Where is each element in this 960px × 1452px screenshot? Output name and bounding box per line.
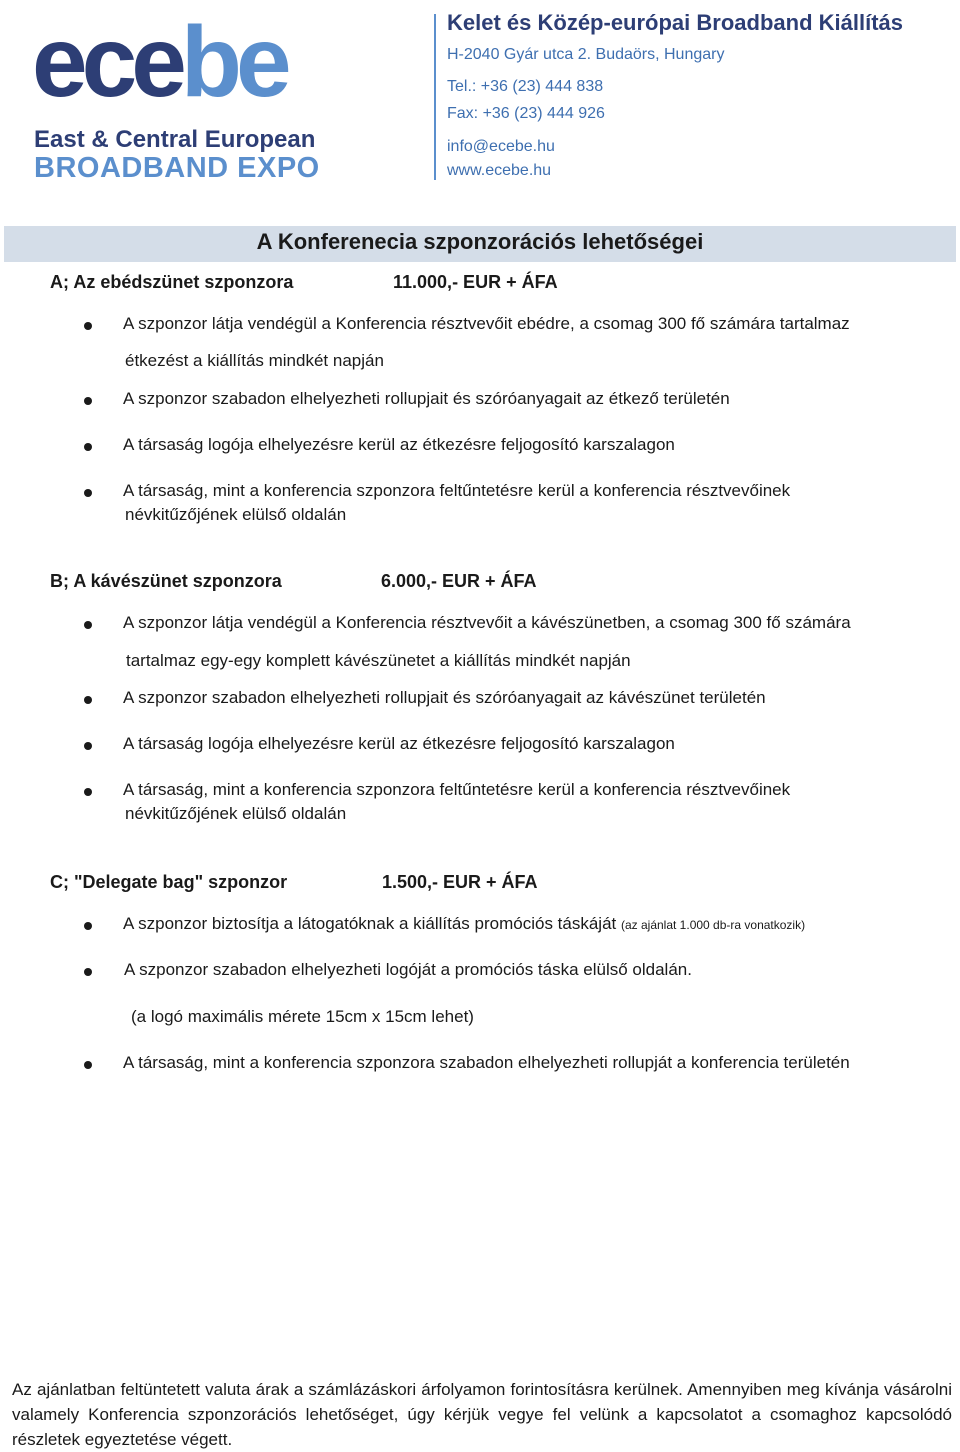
bullet bbox=[84, 922, 92, 930]
section-a-item-1-line-2: étkezést a kiállítás mindkét napján bbox=[125, 351, 384, 370]
section-b-item-1-line-1: A szponzor látja vendégül a Konferencia résztvevőit a kávészünetben, a csomag 300 fő számára bbox=[123, 613, 851, 632]
contact-block bbox=[447, 10, 952, 179]
section-c-price: 1.500,- EUR + ÁFA bbox=[382, 872, 538, 892]
ecebe-logo bbox=[32, 6, 322, 187]
logo-be: be bbox=[180, 6, 286, 118]
email-link[interactable]: info@ecebe.hu bbox=[447, 138, 555, 155]
section-c-item-2: A szponzor szabadon elhelyezheti logóját a promóciós táska elülső oldalán. bbox=[124, 960, 692, 979]
section-a-price: 11.000,- EUR + ÁFA bbox=[393, 272, 558, 292]
bullet bbox=[84, 742, 92, 750]
section-c-item-3: A társaság, mint a konferencia szponzora szabadon elhelyezheti rollupját a konferencia területén bbox=[123, 1053, 850, 1072]
bullet bbox=[84, 696, 92, 704]
logo-wordmark bbox=[32, 6, 286, 118]
phone: Tel.: +36 (23) 444 838 bbox=[447, 78, 604, 95]
organizer-heading: Kelet és Közép-európai Broadband Kiállítás bbox=[447, 10, 903, 35]
section-a-item-4-line-2: névkitűzőjének elülső oldalán bbox=[125, 505, 347, 524]
bullet bbox=[84, 489, 92, 497]
section-c-item-1 bbox=[123, 914, 805, 934]
section-b-heading: B; A kávészünet szponzora bbox=[50, 571, 282, 591]
page-title: A Konferenecia szponzorációs lehetőségei bbox=[256, 229, 704, 254]
section-a-item-1-line-1: A szponzor látja vendégül a Konferencia résztvevőit ebédre, a csomag 300 fő számára tartalmaz bbox=[123, 314, 850, 333]
section-b-item-4-line-1: A társaság, mint a konferencia szponzora feltűntetésre kerül a konferencia résztvevőinek bbox=[123, 780, 791, 799]
bullet bbox=[84, 621, 92, 629]
bullet bbox=[84, 322, 92, 330]
fax: Fax: +36 (23) 444 926 bbox=[447, 105, 605, 122]
logo-tagline-2: BROADBAND EXPO bbox=[34, 152, 320, 184]
section-b-price: 6.000,- EUR + ÁFA bbox=[381, 571, 537, 591]
section-a-item-4-line-1: A társaság, mint a konferencia szponzora feltűntetésre kerül a konferencia résztvevőinek bbox=[123, 481, 791, 500]
section-c-item-2-note: (a logó maximális mérete 15cm x 15cm lehet) bbox=[131, 1007, 474, 1026]
address: H-2040 Gyár utca 2. Budaörs, Hungary bbox=[447, 46, 725, 63]
section-a-item-2: A szponzor szabadon elhelyezheti rollupjait és szóróanyagait az étkező területén bbox=[123, 389, 730, 408]
bullet bbox=[84, 1061, 92, 1069]
section-c-heading: C; "Delegate bag" szponzor bbox=[50, 872, 288, 892]
footer-note: Az ajánlatban feltüntetett valuta árak a számlázáskori árfolyamon forintosításra kerülnek. Amennyiben meg kívánja vásárolni valamely Konferencia szponzorációs lehetőséget, úgy kérjük vegye fel velünk a kapcsolatot a csomaghoz kapcsolódó részletek egyeztetése végett. bbox=[12, 1380, 952, 1449]
bullet bbox=[84, 788, 92, 796]
section-b-item-1-line-2: tartalmaz egy-egy komplett kávészünetet a kiállítás mindkét napján bbox=[126, 651, 631, 670]
bullet bbox=[84, 968, 92, 976]
section-c-item-1-text: A szponzor biztosítja a látogatóknak a kiállítás promóciós táskáját bbox=[123, 914, 621, 933]
section-b-item-3: A társaság logója elhelyezésre kerül az étkezésre feljogosító karszalagon bbox=[123, 734, 675, 753]
bullet bbox=[84, 397, 92, 405]
header-divider bbox=[434, 14, 436, 180]
section-b-item-4-line-2: névkitűzőjének elülső oldalán bbox=[125, 804, 347, 823]
bullet bbox=[84, 443, 92, 451]
logo-ece: ece bbox=[32, 6, 181, 118]
logo-tagline-1: East & Central European bbox=[34, 126, 316, 153]
section-a-heading: A; Az ebédszünet szponzora bbox=[50, 272, 294, 292]
section-b-item-2: A szponzor szabadon elhelyezheti rollupjait és szóróanyagait az kávészünet területén bbox=[123, 688, 766, 707]
section-c-item-1-note: (az ajánlat 1.000 db-ra vonatkozik) bbox=[620, 918, 806, 932]
section-a-item-3: A társaság logója elhelyezésre kerül az étkezésre feljogosító karszalagon bbox=[123, 435, 675, 454]
website-link[interactable]: www.ecebe.hu bbox=[447, 162, 552, 179]
